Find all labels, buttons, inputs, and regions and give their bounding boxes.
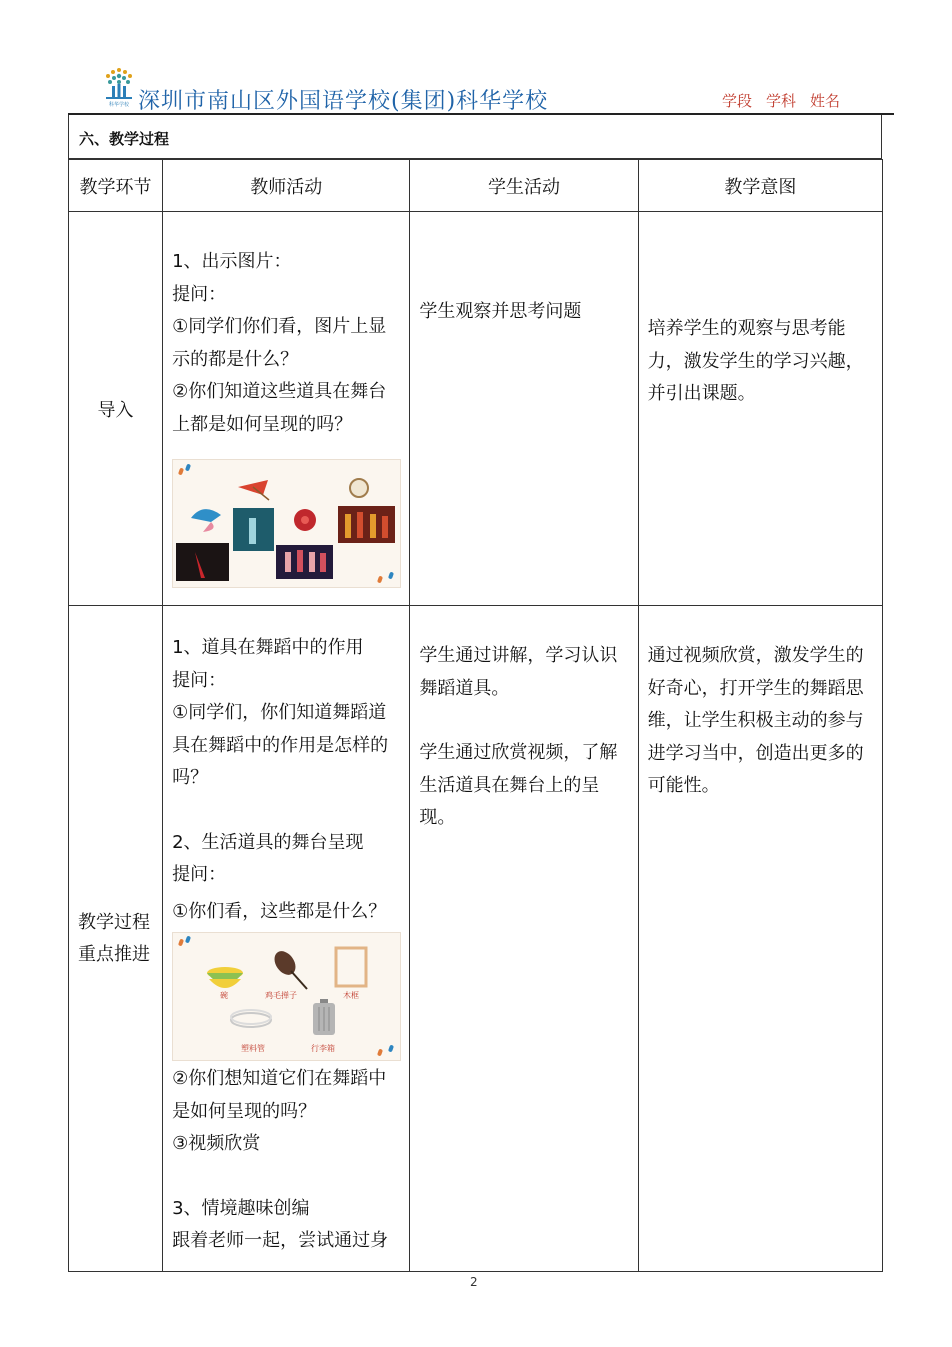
teacher-line: ①你们看，这些都是什么？ [172, 900, 387, 922]
section-box [68, 115, 882, 159]
teacher-line: 提问： [172, 283, 227, 305]
teacher-line: ②你们知道这些道具在舞台上都是如何呈现的吗？ [172, 381, 387, 435]
teacher-line: ①同学们你们看，图片上显示的都是什么？ [172, 316, 387, 370]
student-line: 学生通过欣赏视频，了解生活道具在舞台上的呈现。 [419, 742, 618, 828]
table-header-row [69, 160, 883, 212]
school-logo [98, 66, 140, 108]
teacher-cell [163, 606, 410, 1272]
intent-text: 培养学生的观察与思考能力，激发学生的学习兴趣，并引出课题。 [647, 318, 864, 404]
props-performance-image [172, 459, 401, 588]
prop-label: 塑料管 [241, 1044, 266, 1053]
table-row [69, 212, 883, 606]
teacher-line: ①同学们，你们知道舞蹈道具在舞蹈中的作用是怎样的吗？ [172, 702, 389, 788]
student-line: 学生通过讲解，学习认识舞蹈道具。 [419, 645, 618, 699]
field-name: 姓名 [810, 92, 841, 110]
teacher-line: 提问： [172, 864, 227, 885]
teacher-line: 提问： [172, 669, 227, 691]
teacher-cell [163, 212, 410, 606]
intent-cell [638, 212, 882, 606]
stage-line: 重点推进 [78, 943, 150, 965]
stage-cell [69, 606, 163, 1272]
field-subject: 学科 [766, 92, 797, 110]
teacher-line: 3、情境趣味创编 [172, 1197, 310, 1219]
prop-label: 鸡毛掸子 [265, 991, 298, 1000]
header-student: 学生活动 [410, 160, 638, 212]
header-stage: 教学环节 [69, 160, 163, 212]
intent-cell [638, 606, 882, 1272]
student-cell [410, 606, 638, 1272]
lesson-table [68, 159, 883, 1272]
prop-label: 木框 [343, 991, 360, 1000]
teacher-line: ③视频欣赏 [172, 1133, 261, 1154]
teacher-line: 跟着老师一起，尝试通过身 [172, 1230, 389, 1251]
header-teacher: 教师活动 [163, 160, 410, 212]
field-stage: 学段 [722, 92, 753, 110]
header-fields [722, 90, 854, 111]
student-cell [410, 212, 638, 606]
teacher-line: 1、道具在舞蹈中的作用 [172, 637, 364, 658]
section-title: 六、教学过程 [79, 130, 170, 148]
page-number: 2 [470, 1275, 478, 1289]
school-name: 深圳市南山区外国语学校(集团)科华学校 [138, 89, 549, 114]
stage-cell: 导入 [69, 212, 163, 606]
prop-label: 行李箱 [311, 1044, 336, 1053]
student-line: 学生观察并思考问题 [419, 301, 582, 322]
intent-text: 通过视频欣赏，激发学生的好奇心，打开学生的舞蹈思维，让学生积极主动的参与进学习当中，创造出更多的可能性。 [647, 645, 864, 796]
teacher-line: ②你们想知道它们在舞蹈中是如何呈现的吗？ [172, 1068, 387, 1122]
header-intent: 教学意图 [638, 160, 882, 212]
teacher-line: 2、生活道具的舞台呈现 [172, 831, 364, 853]
svg-text:科华学校: 科华学校 [108, 102, 130, 108]
stage-line: 教学过程 [78, 911, 150, 933]
prop-label: 碗 [220, 991, 229, 1000]
table-row [69, 606, 883, 1272]
daily-props-image [172, 932, 401, 1061]
teacher-line: 1、出示图片： [172, 251, 292, 272]
